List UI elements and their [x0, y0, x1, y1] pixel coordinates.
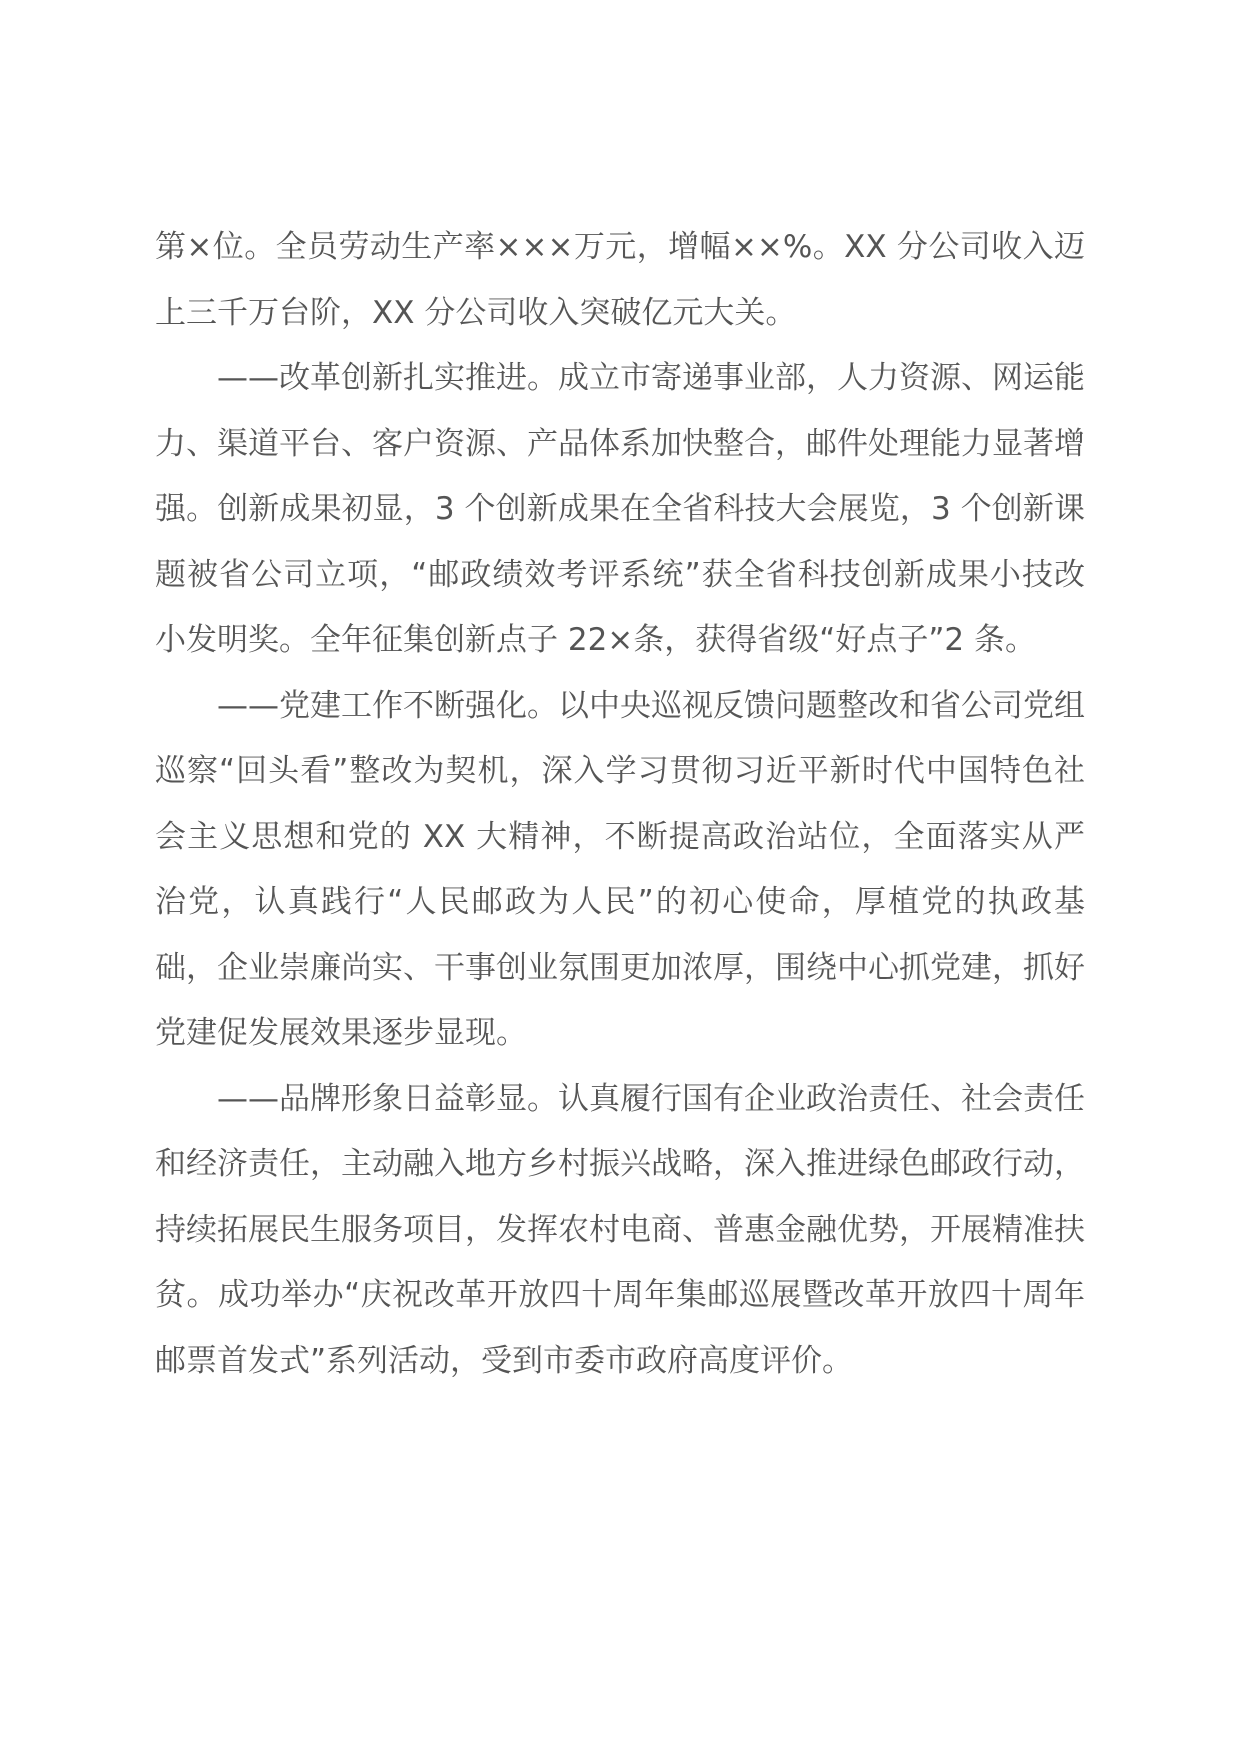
paragraph-lead: ——: [217, 1080, 279, 1117]
paragraph-text: 第×位。全员劳动生产率×××万元，增幅××%。XX 分公司收入迈上三千万台阶，XX 分公司收入突破亿元大关。: [155, 229, 1085, 331]
paragraph-text: 党建工作不断强化。以中央巡视反馈问题整改和省公司党组巡察“回头看”整改为契机，深入学习贯彻习近平新时代中国特色社会主义思想和党的 XX 大精神，不断提高政治站位，全面落实从严治党，认真践行“人民邮政为人民”的初心使命，厚植党的执政基础，企业崇廉尚实、干事创业氛围更加浓厚，围绕中心抓党建，抓好党建促发展效果逐步显现。: [155, 687, 1085, 1051]
document-page: [155, 215, 1085, 1394]
paragraph-party-building: [155, 674, 1085, 1067]
paragraph-text: 改革创新扎实推进。成立市寄递事业部，人力资源、网运能力、渠道平台、客户资源、产品体系加快整合，邮件处理能力显著增强。创新成果初显，3 个创新成果在全省科技大会展览，3 个创新课题被省公司立项，“邮政绩效考评系统”获全省科技创新成果小技改小发明奖。全年征集创新点子 22×条，获得省级“好点子”2 条。: [155, 360, 1085, 658]
paragraph-reform-innovation: [155, 346, 1085, 674]
paragraph-brand-image: [155, 1067, 1085, 1395]
paragraph-continuation: [155, 215, 1085, 346]
paragraph-lead: ——: [217, 687, 279, 724]
paragraph-lead: ——: [217, 360, 279, 396]
paragraph-text: 品牌形象日益彰显。认真履行国有企业政治责任、社会责任和经济责任，主动融入地方乡村振兴战略，深入推进绿色邮政行动，持续拓展民生服务项目，发挥农村电商、普惠金融优势，开展精准扶贫。成功举办“庆祝改革开放四十周年集邮巡展暨改革开放四十周年邮票首发式”系列活动，受到市委市政府高度评价。: [155, 1080, 1085, 1379]
